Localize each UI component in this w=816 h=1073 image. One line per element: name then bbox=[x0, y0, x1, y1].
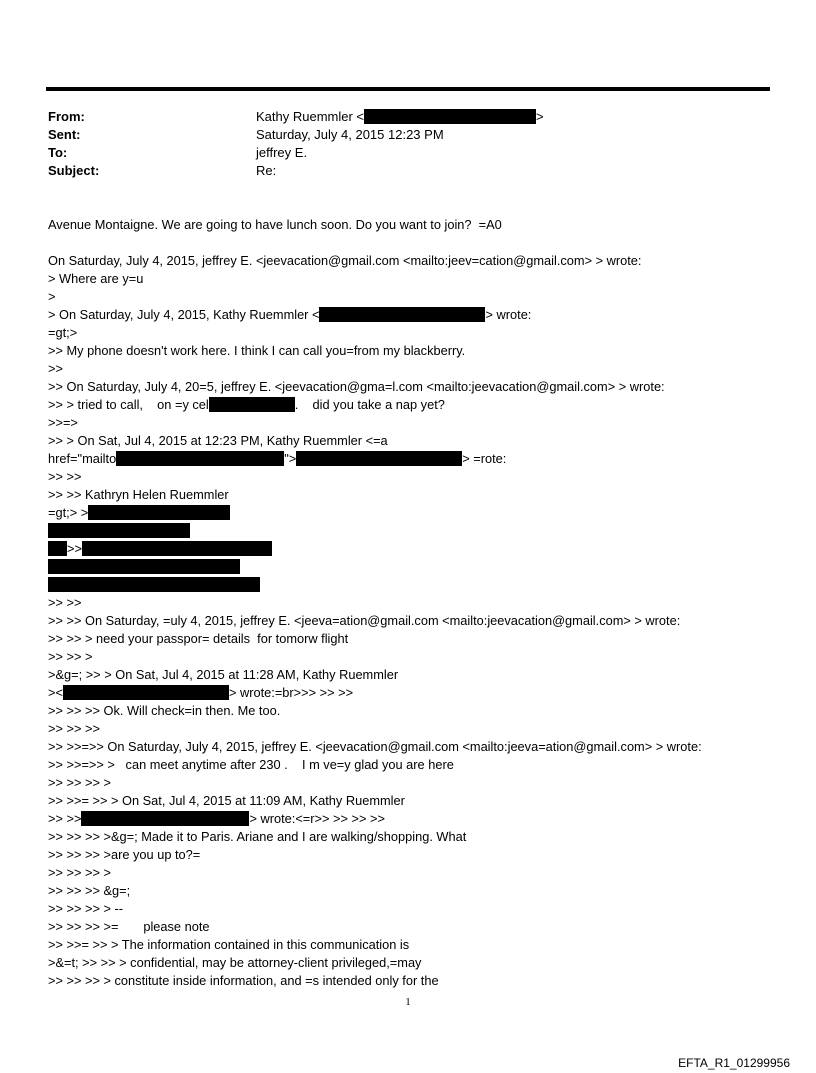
body-line: >> >> bbox=[48, 595, 82, 610]
body-line: On Saturday, July 4, 2015, jeffrey E. <jeevacation@gmail.com <mailto:jeev=cation@gmail.com> > wrote: bbox=[48, 253, 642, 268]
body-line bbox=[48, 504, 778, 522]
body-line bbox=[48, 450, 778, 468]
line-text: =gt;> > bbox=[48, 505, 89, 520]
to-label: To: bbox=[48, 145, 68, 160]
redaction-box bbox=[48, 541, 67, 556]
body-line: >> >> >> >&g=; Made it to Paris. Ariane and I are walking/shopping. What bbox=[48, 829, 467, 844]
sent-value: Saturday, July 4, 2015 12:23 PM bbox=[256, 127, 444, 142]
from-label: From: bbox=[48, 109, 85, 124]
body-line: >> >> >> &g=; bbox=[48, 883, 131, 898]
line-text: > On Saturday, July 4, 2015, Kathy Ruemmler < bbox=[48, 307, 320, 322]
body-line: >> >> >> > bbox=[48, 865, 111, 880]
body-line: >> On Saturday, July 4, 20=5, jeffrey E. <jeevacation@gma=l.com <mailto:jeevacation@gmail.com> > wrote: bbox=[48, 379, 665, 394]
redaction-box bbox=[116, 451, 284, 466]
body-line: >> >>=>> > can meet anytime after 230 . I m ve=y glad you are here bbox=[48, 757, 454, 772]
body-line: >> bbox=[48, 361, 63, 376]
body-line: >> >>= >> > The information contained in this communication is bbox=[48, 937, 410, 952]
body-line bbox=[48, 396, 778, 414]
body-line bbox=[48, 522, 778, 540]
line-text: >< bbox=[48, 685, 63, 700]
line-text: > wrote: bbox=[485, 307, 532, 322]
from-name: Kathy Ruemmler < bbox=[256, 109, 365, 124]
body-line: >> >> >> > bbox=[48, 775, 111, 790]
body-line: >> >> >> Ok. Will check=in then. Me too. bbox=[48, 703, 281, 718]
body-line: >> >> Kathryn Helen Ruemmler bbox=[48, 487, 229, 502]
line-text: "> bbox=[284, 451, 297, 466]
from-suffix: > bbox=[536, 109, 544, 124]
redaction-box bbox=[296, 451, 462, 466]
redaction-box bbox=[319, 307, 485, 322]
body-line bbox=[48, 558, 778, 576]
body-line: >> >>=>> On Saturday, July 4, 2015, jeffrey E. <jeevacation@gmail.com <mailto:jeeva=ation@gmail.com> > wrote: bbox=[48, 739, 702, 754]
redaction-box bbox=[209, 397, 295, 412]
page-number: 1 bbox=[405, 996, 411, 1008]
body-line: >> >> >> bbox=[48, 721, 100, 736]
bates-number: EFTA_R1_01299956 bbox=[678, 1056, 790, 1070]
body-line: >> My phone doesn't work here. I think I can call you=from my blackberry. bbox=[48, 343, 466, 358]
line-text: href="mailto bbox=[48, 451, 117, 466]
body-line: > bbox=[48, 289, 56, 304]
body-line: >> >>= >> > On Sat, Jul 4, 2015 at 11:09 AM, Kathy Ruemmler bbox=[48, 793, 405, 808]
body-line: >> >> On Saturday, =uly 4, 2015, jeffrey E. <jeeva=ation@gmail.com <mailto:jeevacation@gmail.com> > wrote: bbox=[48, 613, 681, 628]
body-line: >> >> bbox=[48, 469, 82, 484]
body-line: =gt;> bbox=[48, 325, 78, 340]
body-line bbox=[48, 576, 778, 594]
body-line: >> >> >> > -- bbox=[48, 901, 124, 916]
redaction-box bbox=[63, 685, 229, 700]
line-text: >> >> bbox=[48, 811, 82, 826]
body-line: >> > On Sat, Jul 4, 2015 at 12:23 PM, Kathy Ruemmler <=a bbox=[48, 433, 388, 448]
redaction-box bbox=[48, 523, 190, 538]
body-line bbox=[48, 540, 778, 558]
body-line: > Where are y=u bbox=[48, 271, 144, 286]
line-text: >> bbox=[67, 541, 82, 556]
blank-line bbox=[48, 234, 778, 252]
body-line: >> >> >> >are you up to?= bbox=[48, 847, 201, 862]
header-rule bbox=[46, 87, 770, 91]
body-line bbox=[48, 306, 778, 324]
line-text: > =rote: bbox=[462, 451, 507, 466]
line-text: > wrote:<=r>> >> >> >> bbox=[249, 811, 385, 826]
body-line: >&=t; >> >> > confidential, may be attorney-client privileged,=may bbox=[48, 955, 422, 970]
to-value: jeffrey E. bbox=[256, 145, 308, 160]
redaction-box bbox=[82, 541, 272, 556]
redaction-box bbox=[48, 559, 240, 574]
body-line: Avenue Montaigne. We are going to have lunch soon. Do you want to join? =A0 bbox=[48, 217, 502, 232]
from-value bbox=[256, 108, 544, 126]
redaction-box bbox=[48, 577, 260, 592]
line-text: . did you take a nap yet? bbox=[294, 397, 445, 412]
body-line bbox=[48, 810, 778, 828]
body-line: >> >> > need your passpor= details for tomorw flight bbox=[48, 631, 349, 646]
line-text: > wrote:=br>>> >> >> bbox=[228, 685, 354, 700]
body-line: >> >> > bbox=[48, 649, 93, 664]
line-text: >> > tried to call, on =y cel bbox=[48, 397, 209, 412]
body-line bbox=[48, 684, 778, 702]
body-line: >> >> >> >= please note bbox=[48, 919, 210, 934]
body-line: >&g=; >> > On Sat, Jul 4, 2015 at 11:28 AM, Kathy Ruemmler bbox=[48, 667, 399, 682]
body-line: >>=> bbox=[48, 415, 78, 430]
redaction-box bbox=[88, 505, 230, 520]
redaction-box bbox=[81, 811, 249, 826]
email-body bbox=[48, 216, 778, 990]
subject-label: Subject: bbox=[48, 163, 100, 178]
redaction-box bbox=[364, 109, 536, 124]
sent-label: Sent: bbox=[48, 127, 81, 142]
subject-value: Re: bbox=[256, 163, 277, 178]
body-line: >> >> >> > constitute inside information, and =s intended only for the bbox=[48, 973, 439, 988]
